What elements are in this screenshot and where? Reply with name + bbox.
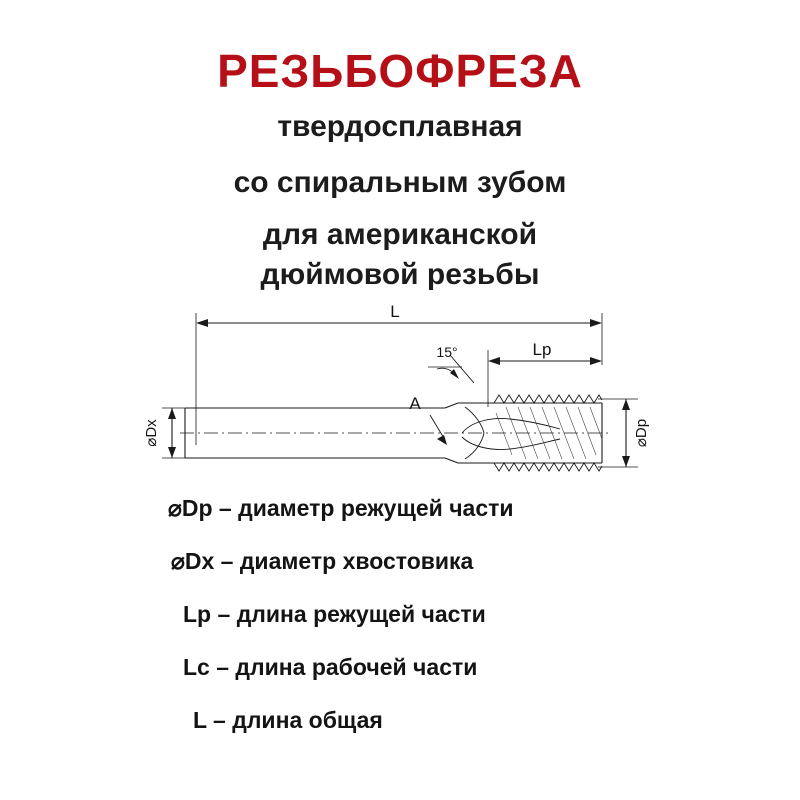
subtitle-line-2: со спиральным зубом — [233, 166, 567, 199]
legend-dash-l: – — [213, 707, 226, 733]
label-point-a: A — [409, 394, 421, 413]
legend-item-l — [193, 707, 728, 734]
label-overall-length: L — [390, 302, 400, 321]
legend-item-lc — [183, 654, 728, 681]
legend-dash-dx: – — [220, 548, 234, 574]
legend-dash-lc: – — [216, 654, 230, 680]
legend-item-dp — [168, 495, 728, 522]
legend-symbol-dp: ⌀Dp — [168, 495, 213, 521]
subtitle-line-1: твердосплавная — [277, 110, 523, 143]
legend-text-dx: диаметр хвостовика — [239, 548, 474, 574]
legend-text-dp: диаметр режущей части — [238, 495, 514, 521]
legend-symbol-lc: Lc — [183, 654, 210, 680]
subtitle-line-3: для американской — [262, 218, 538, 251]
label-cutting-diameter: ⌀Dp — [633, 418, 650, 448]
label-shank-diameter: ⌀Dx — [143, 419, 160, 447]
tool-technical-drawing — [110, 295, 690, 495]
legend-dash-dp: – — [218, 495, 232, 521]
legend-item-dx — [171, 548, 728, 575]
legend-dash-lp: – — [217, 601, 231, 627]
legend-text-lp: длина режущей части — [236, 601, 486, 627]
legend-symbol-lp: Lp — [183, 601, 212, 627]
legend-text-l: длина общая — [232, 707, 383, 733]
legend-symbol-l: L — [193, 707, 207, 733]
label-cutting-length: Lp — [532, 340, 552, 359]
legend-item-lp — [183, 601, 728, 628]
label-angle: 15° — [436, 344, 458, 360]
legend-symbol-dx: ⌀Dx — [171, 548, 215, 574]
legend-list — [168, 495, 728, 760]
page-title: РЕЗЬБОФРЕЗА — [217, 45, 583, 97]
legend-text-lc: длина рабочей части — [235, 654, 478, 680]
subtitle-line-4: дюймовой резьбы — [260, 258, 540, 291]
